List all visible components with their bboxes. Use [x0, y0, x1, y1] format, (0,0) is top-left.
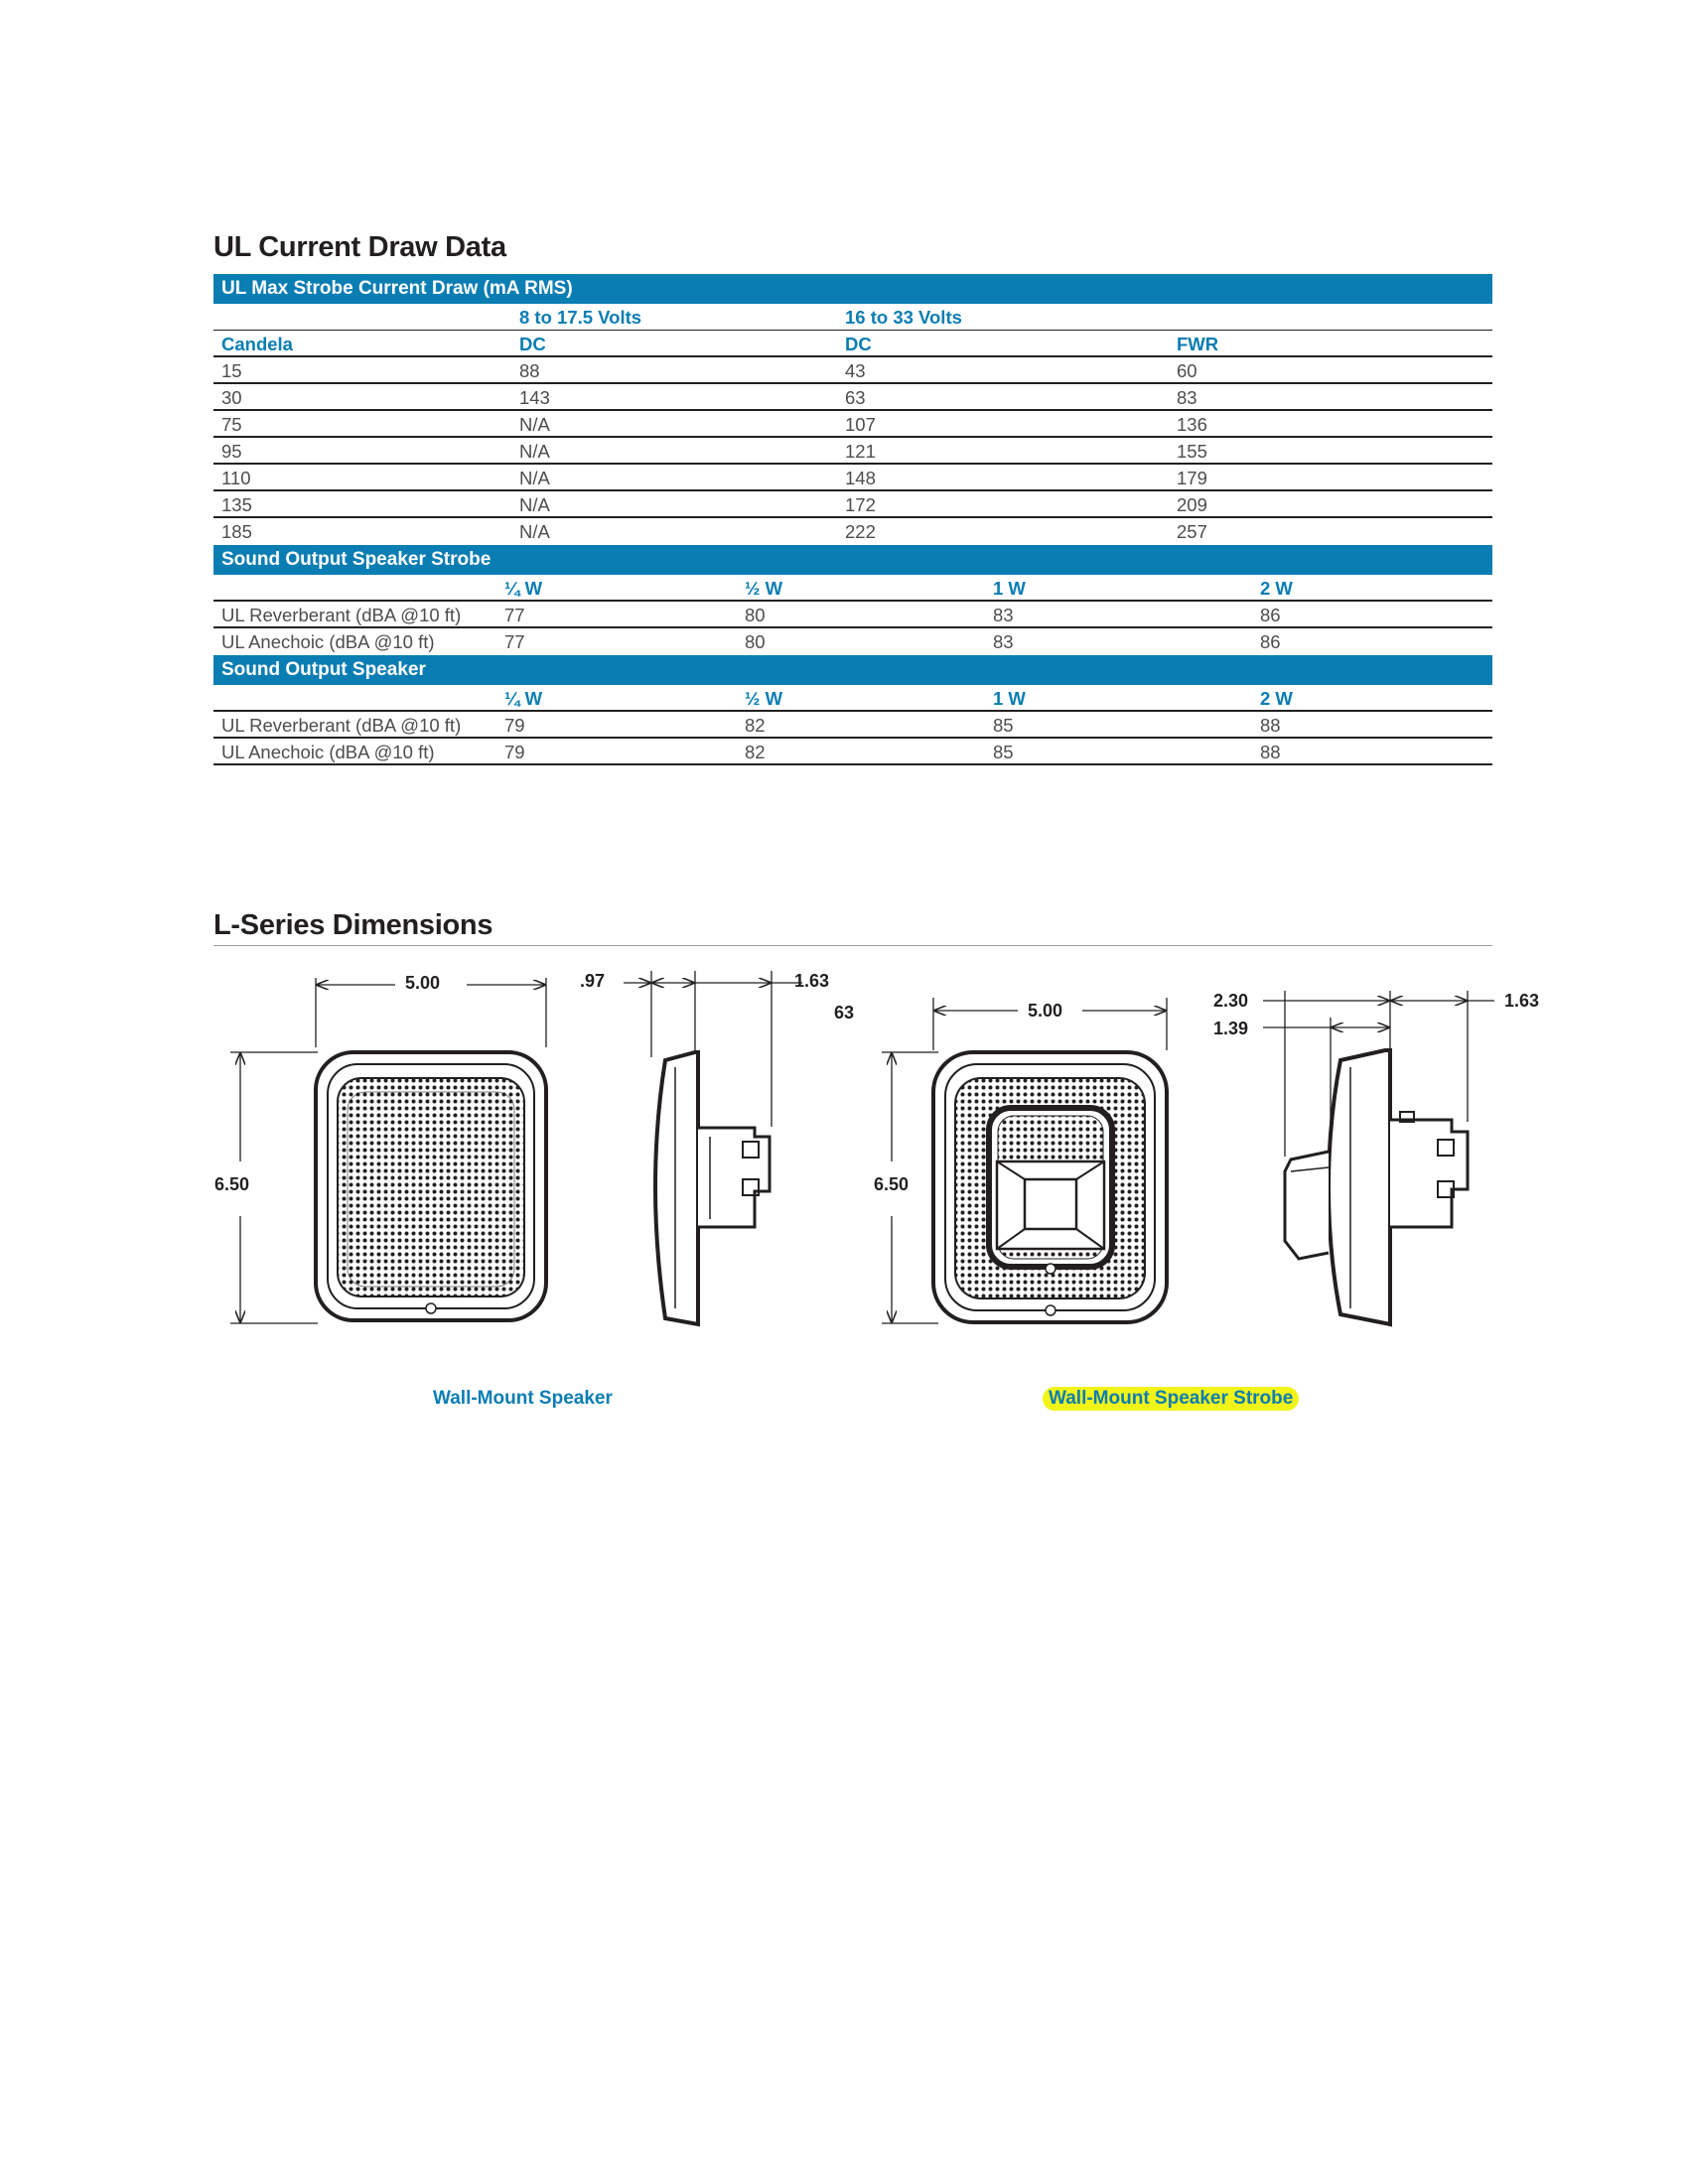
fwr-cell: 179 [1177, 468, 1207, 488]
strobe-height-label: 6.50 [874, 1174, 910, 1194]
candela-cell: 30 [221, 387, 242, 408]
strobe-depth-c-label: 1.63 [1504, 991, 1540, 1011]
value-cell: 79 [504, 715, 525, 736]
row-label: UL Reverberant (dBA @10 ft) [221, 715, 462, 736]
fwr-cell: 209 [1177, 494, 1207, 515]
fwr-cell: 83 [1177, 387, 1197, 408]
speaker-depth-b-label: 1.63 [794, 971, 830, 991]
speaker-strobe-band: Sound Output Speaker Strobe [213, 545, 1492, 575]
dc-low-cell: N/A [519, 441, 550, 462]
fwr-cell: 136 [1177, 414, 1207, 435]
dc-high-cell: 107 [845, 414, 876, 435]
row-label: UL Reverberant (dBA @10 ft) [221, 605, 462, 625]
dc-high-cell: 63 [845, 387, 866, 408]
dc-low-cell: 143 [519, 387, 550, 408]
value-cell: 85 [993, 715, 1014, 736]
dc-high-cell: 172 [845, 494, 876, 515]
candela-cell: 135 [221, 494, 252, 515]
value-cell: 85 [993, 742, 1014, 762]
group-high-label: 16 to 33 Volts [845, 307, 962, 328]
dc-low-cell: N/A [519, 468, 550, 488]
col-dc-low: DC [519, 334, 546, 354]
stray-label: 63 [834, 1003, 855, 1023]
row-label: UL Anechoic (dBA @10 ft) [221, 742, 435, 762]
dc-low-cell: 88 [519, 360, 540, 381]
speaker-side-view [655, 1052, 770, 1324]
fwr-cell: 155 [1177, 441, 1207, 462]
dc-high-cell: 148 [845, 468, 876, 488]
value-cell: 86 [1260, 631, 1281, 652]
candela-cell: 95 [221, 441, 242, 462]
strobe-width-label: 5.00 [1028, 1001, 1063, 1021]
candela-cell: 15 [221, 360, 242, 381]
value-cell: 82 [745, 715, 766, 736]
speaker-band: Sound Output Speaker [213, 655, 1492, 685]
current-draw-band: UL Max Strobe Current Draw (mA RMS) [213, 274, 1492, 304]
dimensions-title: L-Series Dimensions [213, 909, 493, 941]
strobe-front-view [933, 1052, 1167, 1322]
speaker-depth-dimension [624, 971, 802, 1127]
candela-cell: 185 [221, 521, 252, 542]
value-cell: 79 [504, 742, 525, 762]
value-cell: 83 [993, 605, 1014, 625]
value-cell: 88 [1260, 715, 1281, 736]
strobe-side-view [1285, 1050, 1468, 1324]
fwr-cell: 257 [1177, 521, 1207, 542]
col-dc-high: DC [845, 334, 872, 354]
col-one-watt: 1 W [993, 688, 1026, 709]
col-two-watt: 2 W [1260, 578, 1293, 599]
fwr-cell: 60 [1177, 360, 1197, 381]
value-cell: 77 [504, 605, 525, 625]
col-half-watt: ½ W [745, 688, 783, 709]
current-draw-title: UL Current Draw Data [213, 231, 506, 263]
value-cell: 80 [745, 631, 766, 652]
speaker-height-label: 6.50 [214, 1174, 250, 1194]
col-half-watt: ½ W [745, 578, 783, 599]
dc-low-cell: N/A [519, 494, 550, 515]
speaker-width-label: 5.00 [405, 973, 441, 993]
candela-cell: 110 [221, 468, 251, 488]
value-cell: 88 [1260, 742, 1281, 762]
value-cell: 80 [745, 605, 766, 625]
col-one-watt: 1 W [993, 578, 1026, 599]
value-cell: 83 [993, 631, 1014, 652]
col-candela: Candela [221, 334, 293, 354]
dc-high-cell: 43 [845, 360, 866, 381]
speaker-caption: Wall-Mount Speaker [433, 1388, 613, 1409]
col-quarter-watt: ¼ W [504, 578, 543, 599]
row-label: UL Anechoic (dBA @10 ft) [221, 631, 435, 652]
col-quarter-watt: ¼ W [504, 688, 543, 709]
col-fwr: FWR [1177, 334, 1219, 354]
candela-cell: 75 [221, 414, 242, 435]
strobe-depth-a-label: 2.30 [1213, 991, 1249, 1011]
dc-low-cell: N/A [519, 521, 550, 542]
value-cell: 77 [504, 631, 525, 652]
dc-high-cell: 121 [845, 441, 876, 462]
strobe-depth-b-label: 1.39 [1213, 1019, 1249, 1038]
value-cell: 82 [745, 742, 766, 762]
dc-high-cell: 222 [845, 521, 876, 542]
dc-low-cell: N/A [519, 414, 550, 435]
strobe-caption: Wall-Mount Speaker Strobe [1043, 1387, 1299, 1411]
value-cell: 86 [1260, 605, 1281, 625]
speaker-depth-a-label: .97 [580, 971, 606, 991]
group-low-label: 8 to 17.5 Volts [519, 307, 642, 328]
speaker-front-view [316, 1052, 546, 1320]
col-two-watt: 2 W [1260, 688, 1293, 709]
